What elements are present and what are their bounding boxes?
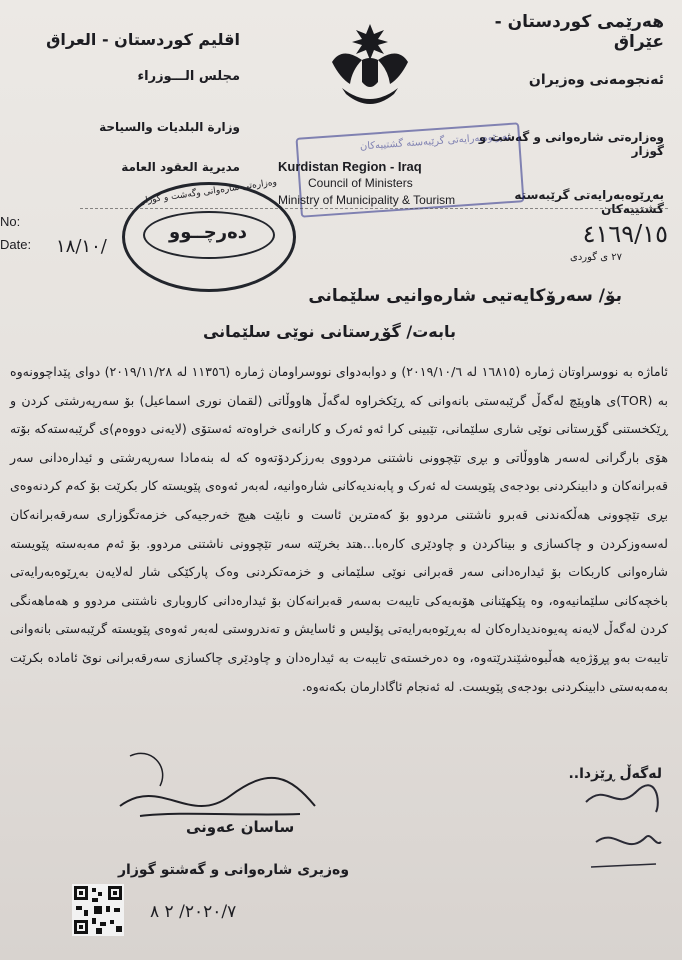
signatory-name: ساسان عەونی: [186, 818, 295, 836]
reference-note: ٢٧ ی گوردی: [570, 252, 622, 263]
en-council: Council of Ministers: [308, 176, 413, 190]
no-date-block: [0, 214, 107, 260]
signature-date: ٢٠٢٠/٧/ ٢ ٨: [150, 902, 237, 922]
english-header: [278, 158, 468, 209]
en-ministry: Ministry of Municipality & Tourism: [278, 193, 456, 207]
date-label: Date:: [0, 237, 32, 252]
ku-region: هەرێمی کوردستان - عێراق: [494, 12, 664, 52]
initials-signature-icon: [566, 772, 676, 882]
closing-line: لەگەڵ ڕێزدا..: [568, 766, 662, 782]
issued-stamp-word: دەرچــوو: [169, 222, 247, 243]
recipient-line: بۆ/ سەرۆکایەتیی شارەوانیی سلێمانی: [308, 286, 622, 306]
registry-stamp-text: بەڕێوەبەرایەتی گرێبەستە گشتییەکان: [359, 130, 511, 153]
reference-number: ٤١٦٩/١٥: [582, 220, 668, 248]
qr-code-icon: [72, 884, 124, 936]
en-region: Kurdistan Region - Iraq: [278, 159, 422, 174]
letter-body: ئاماژە بە نووسراوتان ژمارە (١٦٨١٥ لە ٢٠١٩/١٠/٦) و دوابەدوای نووسراومان ژمارە (١١٣٥٦ لە ٢٠١٩/١١/٢٨) دوای پێداچوونەوە بە (TOR)ی هاوپێچ لەگەڵ گرێبەستی بانەوانی کە ڕێکخراوە لەگەڵ هاووڵاتی (لقمان نوری اسماعیل) بۆ سەرپەرشتی کردن و ڕێکخستنی گۆڕستانی نوێی شاری سلێمانی، تێبینی کرا ئەو ئەرک و کارانەی خراوەتە ئەستۆی (لایەنی دووەم)ی گرێبەستەکە بۆتە هۆی بارگرانی لەسەر هاووڵاتی و بڕی تێچوونی ناشتنی مردووی بەرزکردۆتەوە کە لە بنەمادا سەرپەرشتی و ئیدارەدانی سەر قەبرانەکان و دابینکردنی بودجەی پێویست لە ئەرک و پابەندیەکانی شارەوانیە، لەبەر ئەوەی پێویستە کار بکرێت بۆ کەم کردنەوەی بڕی تێچوونی هەڵکەندنی قەبرو ناشتنی مردوو بۆ کەمترین ئاست و نابێت هیچ خەرجیەکی خزمەتگوزاری سەرقەبرانەکان لەسەوزکردن و چاکسازی و بیناکردن و چاودێری کارەبا...هتد بخرێتە سەر تێچوونی ناشتنی مردوو. بۆ ئەم مەبەستە پێویستە شارەوانی کاربکات بۆ ئیدارەدانی سەر قەبرانی نوێی سلێمانی و خزمەتکردنی وەک پارکێکی شار لەلایەن بەڕێوەبەرایەتی باخچەکانی سلێمانیەوە، وە پێکهێنانی هۆبەیەکی تایبەت بەسەر قەبرانەکان بۆ ئیدارەدانی کاروباری ناشتنی مردوو و هەماهەنگی کردن لەگەڵ لایەنە پەیوەندیدارەکان لە بەڕێوەبەرایەتی پۆلیس و ئاسایش و تەندروستی لەبەر ئەوەی پێویستە گرێبەستی بانەوانی تایبەت بەو پڕۆژەیە هەڵبوەشێندرێتەوە، وە دەرخستەی تایبەت بە ئیدارەدان و چاودێری چاکسازی سەرقەبرانی نوێ ئامادە بکرێت بەمەبەستی دابینکردنی بودجەی پێویست. لە ئەنجام ئاگادارمان بکەنەوە.: [10, 364, 668, 694]
signatory-title: وەزیری شارەوانی و گەشتو گوزار: [118, 862, 350, 878]
ar-council: مجلس الـــوزراء: [137, 69, 240, 84]
ar-ministry: وزارة البلديات والسياحة: [99, 120, 240, 134]
kurdistan-emblem-icon: [322, 22, 418, 112]
arabic-header: [0, 30, 240, 174]
no-label: No:: [0, 214, 21, 229]
date-value: ١٨/١٠/: [56, 236, 107, 257]
ar-directorate: مديرية العقود العامة: [121, 160, 240, 174]
ku-ministry: وەزارەتی شارەوانی و گەشت و گوزار: [478, 130, 664, 158]
ku-council: ئەنجومەنی وەزیران: [528, 72, 664, 88]
ku-directorate: بەڕێوەبەرایەتی گرێبەستە گشتییەکان: [514, 188, 664, 216]
issued-stamp: [122, 177, 296, 292]
ar-region: اقليم كوردستان - العراق: [46, 30, 240, 49]
issued-stamp-arc-text: وەزارەتی شارەوانی وگەشت و گوزار: [140, 177, 278, 207]
subject-line: بابەت/ گۆڕستانی نوێی سلێمانی: [202, 322, 456, 341]
